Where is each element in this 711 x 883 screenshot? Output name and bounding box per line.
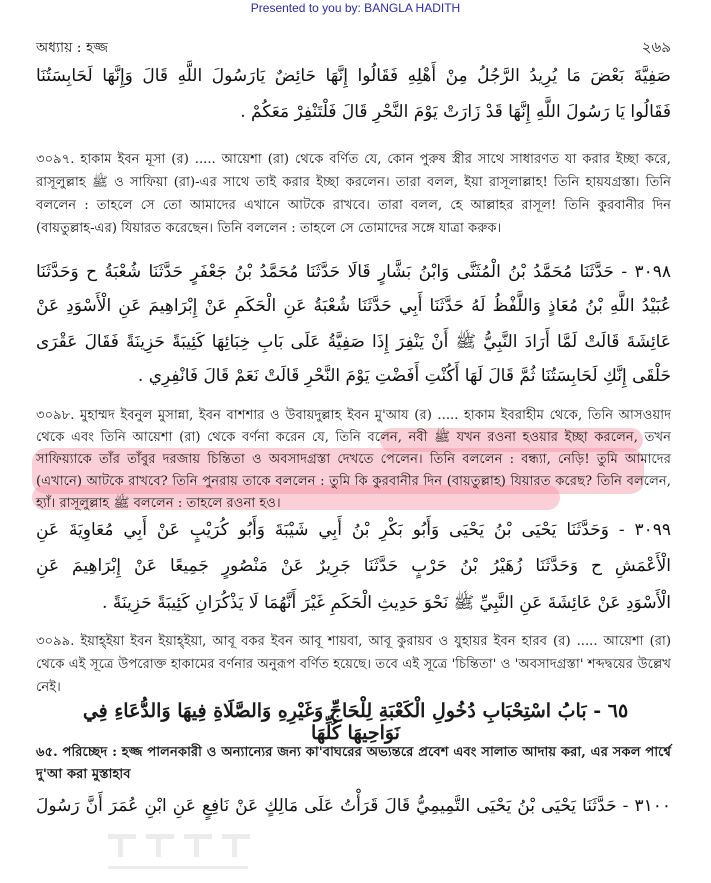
- hadith-3097-translation: ৩০৯৭. হাকাম ইবন মূসা (র) ..... আয়েশা (রা) থেকে বর্ণিত যে, কোন পুরুষ স্ত্রীর সাথে সাধারণত যা করার ইচ্ছা করে, রাসূলুল্লাহ ﷺ ও সাফিয়া (রা)-এর সাথে তাই করার ইচ্ছা করলেন। তারা বলল, ইয়া রাসূলাল্লাহ! তিনি হায়যগ্রস্তা। তিনি বললেন : তাহলে সে তো আমাদের এখানে আটকে রাখবে। তারা বলল, হে আল্লাহর রাসূল! তিনি কুরবানীর দিন (বায়তুল্লাহ-এর) যিয়ারত করেছেন। তিনি বললেন : তাহলে সে তোমাদের সঙ্গে যাত্রা করুক।: [36, 152, 671, 236]
- arabic-line: عُبَيْدُ اللَّهِ بْنُ مُعَاذٍ وَاللَّفْظُ لَهُ حَدَّثَنَا أَبِي حَدَّثَنَا شُعْبَةُ عَنِ الْحَكَمِ عَنْ إِبْرَاهِيمَ عَنِ الْأَسْوَدِ عَنْ: [36, 296, 671, 316]
- hadith-3098-translation: ৩০৯৮. মুহাম্মদ ইবনুল মুসান্না, ইবন বাশশার ও উবায়দুল্লাহ ইবন মু'আয (র) ..... হাকাম ইবরাহীম থেকে, তিনি আসওয়াদ থেকে এবং তিনি আয়েশা (রা) থেকে বর্ণনা করেন যে, তিনি বলেন, নবী ﷺ যখন রওনা হওয়ার ইচ্ছা করলেন, তখন সাফিয়্যাকে তাঁর তাঁবুর দরজায় চিন্তিতা ও অবসাদগ্রস্তা দেখতে পেলেন। তিনি বললেন : বন্ধ্যা, নেড়ি! তুমি আমাদের (এখানে) আটকে রাখবে? তিনি পুনরায় তাকে বললেন : তুমি কি কুরবানীর দিন (বায়তুল্লাহ) যিয়ারত করেছ? তিনি বললেন, হ্যাঁ। রাসূলুল্লাহ ﷺ বললেন : তাহলে রওনা হও।: [36, 408, 671, 511]
- presenter-banner: Presented to you by: BANGLA HADITH: [250, 1, 461, 15]
- chapter-name: অধ্যায় : হজ্জ: [36, 40, 109, 56]
- page-number: ২৬৯: [641, 38, 671, 56]
- arabic-line: ٣٠٩٩ - وَحَدَّثَنَا يَحْيَى بْنُ يَحْيَى وَأَبُو بَكْرِ بْنُ أَبِي شَيْبَةَ وَأَبُو كُرَيْبٍ عَنْ أَبِي مُعَاوِيَةَ عَنِ: [36, 520, 671, 540]
- chapter-65-arabic-title: ٦٥ - بَابُ اسْتِحْبَابِ دُخُولِ الْكَعْبَةِ لِلْحَاجِّ وَغَيْرِهِ وَالصَّلَاةِ فِيهَا وَالدُّعَاءِ فِي نَوَاحِيهَا كُلِّهَا: [82, 700, 629, 744]
- arabic-line: عَائِشَةَ قَالَتْ لَمَّا أَرَادَ النَّبِيُّ ﷺ أَنْ يَنْفِرَ إِذَا صَفِيَّةُ عَلَى بَابِ خِبَائِهَا كَئِيبَةً حَزِينَةً فَقَالَ عَقْرَى: [36, 332, 671, 352]
- arabic-line: ٣٠٩٨ - حَدَّثَنَا مُحَمَّدُ بْنُ الْمُثَنَّى وَابْنُ بَشَّارٍ قَالَا حَدَّثَنَا مُحَمَّدُ بْنُ جَعْفَرٍ حَدَّثَنَا شُعْبَةُ ح وَحَدَّثَنَا: [36, 262, 671, 282]
- arabic-line: ٣١٠٠ - حَدَّثَنَا يَحْيَى بْنُ يَحْيَى التَّمِيمِيُّ قَالَ قَرَأْتُ عَلَى مَالِكٍ عَنْ نَافِعٍ عَنِ ابْنِ عُمَرَ أَنَّ رَسُولَ: [36, 796, 671, 816]
- watermark-logo: [98, 828, 278, 883]
- arabic-line: الْأَعْمَشِ ح وَحَدَّثَنَا زُهَيْرُ بْنُ حَرْبٍ حَدَّثَنَا جَرِيرٌ عَنْ مَنْصُورٍ جَمِيعًا عَنْ إِبْرَاهِيمَ عَنِ: [36, 556, 671, 576]
- arabic-line: صَفِيَّةَ بَعْضَ مَا يُرِيدُ الرَّجُلُ مِنْ أَهْلِهِ فَقَالُوا إِنَّهَا حَائِضٌ يَارَسُولَ اللَّهِ قَالَ وَإِنَّهَا لَحَابِسَتُنَا: [36, 66, 671, 86]
- page-header: [36, 36, 671, 58]
- chapter-65-heading: ৬৫. পরিচ্ছেদ : হজ্জ পালনকারী ও অন্যান্যের জন্য কা'বাঘরের অভ্যন্তরে প্রবেশ এবং সালাত আদায় করা, এর সকল পার্শ্বে দু'আ করা মুস্তাহাব: [36, 745, 671, 782]
- hadith-3099-translation: ৩০৯৯. ইয়াহ্ইয়া ইবন ইয়াহ্ইয়া, আবূ বকর ইবন আবূ শায়বা, আবূ কুরায়ব ও যুহায়র ইবন হারব (র) ..... আয়েশা (রা) থেকে এই সূত্রে উপরোক্ত হাকামের বর্ণনার অনুরূপ বর্ণিত হয়েছে। তবে এই সূত্রে 'চিন্তিতা' ও 'অবসাদগ্রস্তা' শব্দদ্বয়ের উল্লেখ নেই।: [36, 634, 671, 695]
- arabic-line: حَلْقَى إِنَّكِ لَحَابِسَتُنَا ثُمَّ قَالَ لَهَا أَكُنْتِ أَفَضْتِ يَوْمَ النَّحْرِ قَالَتْ نَعَمْ قَالَ فَانْفِرِي .: [137, 366, 671, 386]
- arabic-line: فَقَالُوا يَا رَسُولَ اللَّهِ إِنَّهَا قَدْ زَارَتْ يَوْمَ النَّحْرِ قَالَ فَلْتَنْفِرْ مَعَكُمْ .: [240, 102, 671, 122]
- arabic-line: الْأَسْوَدِ عَنْ عَائِشَةَ عَنِ النَّبِيِّ ﷺ نَحْوَ حَدِيثِ الْحَكَمِ غَيْرَ أَنَّهُمَا لَا يَذْكُرَانِ كَئِيبَةً حَزِينَةً .: [102, 593, 671, 613]
